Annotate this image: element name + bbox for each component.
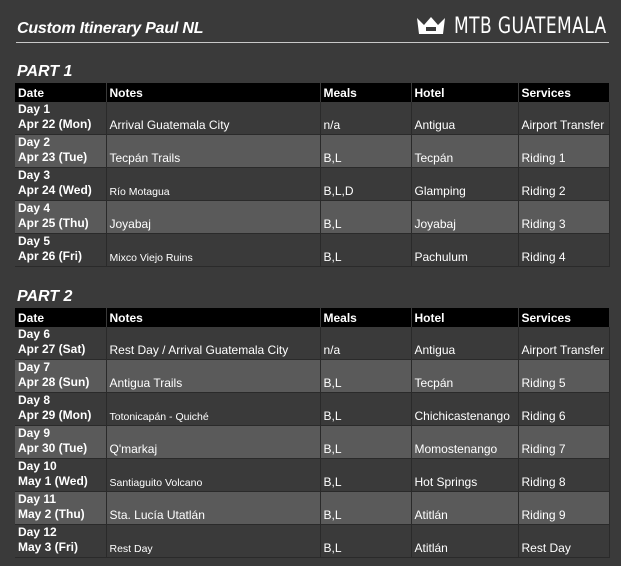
services-cell: Riding 3 <box>518 201 609 234</box>
day-label: Day 8 <box>18 393 51 407</box>
table-row <box>15 426 609 459</box>
meals-cell: B,L <box>320 525 411 558</box>
document-header <box>0 0 621 44</box>
header-divider <box>16 42 609 43</box>
meals-cell: n/a <box>320 327 411 360</box>
day-label: Day 4 <box>18 201 51 215</box>
hotel-cell: Pachulum <box>411 234 518 267</box>
date-cell <box>15 393 106 426</box>
part-2-table <box>15 308 610 558</box>
services-cell: Riding 9 <box>518 492 609 525</box>
notes-cell: Mixco Viejo Ruins <box>106 234 320 267</box>
notes-cell: Río Motagua <box>106 168 320 201</box>
services-cell: Airport Transfer <box>518 327 609 360</box>
date-label: May 2 (Thu) <box>18 507 85 521</box>
meals-cell: B,L <box>320 393 411 426</box>
column-header-hotel: Hotel <box>411 83 518 102</box>
day-label: Day 2 <box>18 135 51 149</box>
meals-cell: B,L,D <box>320 168 411 201</box>
meals-cell: B,L <box>320 201 411 234</box>
table-row <box>15 393 609 426</box>
hotel-cell: Tecpán <box>411 135 518 168</box>
day-label: Day 3 <box>18 168 51 182</box>
services-cell: Riding 6 <box>518 393 609 426</box>
notes-cell: Totonicapán - Quiché <box>106 393 320 426</box>
column-header-notes: Notes <box>106 83 320 102</box>
column-header-services: Services <box>518 308 609 327</box>
day-label: Day 9 <box>18 426 51 440</box>
table-row <box>15 525 609 558</box>
meals-cell: B,L <box>320 234 411 267</box>
meals-cell: B,L <box>320 426 411 459</box>
date-cell <box>15 234 106 267</box>
notes-cell: Arrival Guatemala City <box>106 102 320 135</box>
meals-cell: B,L <box>320 459 411 492</box>
hotel-cell: Antigua <box>411 327 518 360</box>
table-row <box>15 168 609 201</box>
table-row <box>15 135 609 168</box>
notes-cell: Santiaguito Volcano <box>106 459 320 492</box>
column-header-hotel: Hotel <box>411 308 518 327</box>
date-cell <box>15 426 106 459</box>
hotel-cell: Antigua <box>411 102 518 135</box>
day-label: Day 10 <box>18 459 57 473</box>
date-cell <box>15 135 106 168</box>
day-label: Day 12 <box>18 525 57 539</box>
hotel-cell: Atitlán <box>411 525 518 558</box>
hotel-cell: Momostenango <box>411 426 518 459</box>
column-header-meals: Meals <box>320 308 411 327</box>
services-cell: Riding 4 <box>518 234 609 267</box>
meals-cell: B,L <box>320 360 411 393</box>
services-cell: Riding 5 <box>518 360 609 393</box>
brand-logo-text: MTB GUATEMALA <box>454 13 607 39</box>
day-label: Day 7 <box>18 360 51 374</box>
date-label: Apr 25 (Thu) <box>18 216 89 230</box>
table-row <box>15 102 609 135</box>
notes-cell: Antigua Trails <box>106 360 320 393</box>
table-row <box>15 492 609 525</box>
column-header-date: Date <box>15 83 106 102</box>
services-cell: Riding 7 <box>518 426 609 459</box>
date-cell <box>15 360 106 393</box>
meals-cell: n/a <box>320 102 411 135</box>
services-cell: Airport Transfer <box>518 102 609 135</box>
day-label: Day 5 <box>18 234 51 248</box>
column-header-meals: Meals <box>320 83 411 102</box>
day-label: Day 6 <box>18 327 51 341</box>
notes-cell: Tecpán Trails <box>106 135 320 168</box>
part-2-title: PART 2 <box>17 288 73 305</box>
date-label: Apr 23 (Tue) <box>18 150 88 164</box>
day-label: Day 11 <box>18 492 57 506</box>
table-header-row <box>15 83 609 102</box>
notes-cell: Joyabaj <box>106 201 320 234</box>
meals-cell: B,L <box>320 135 411 168</box>
date-cell <box>15 459 106 492</box>
day-label: Day 1 <box>18 102 51 116</box>
column-header-date: Date <box>15 308 106 327</box>
table-row <box>15 360 609 393</box>
hotel-cell: Hot Springs <box>411 459 518 492</box>
date-label: Apr 29 (Mon) <box>18 408 92 422</box>
notes-cell: Rest Day / Arrival Guatemala City <box>106 327 320 360</box>
hotel-cell: Joyabaj <box>411 201 518 234</box>
part-1-title: PART 1 <box>17 63 73 80</box>
brand-logo <box>416 12 621 40</box>
document-title: Custom Itinerary Paul NL <box>17 20 204 37</box>
date-cell <box>15 102 106 135</box>
table-row <box>15 234 609 267</box>
date-label: May 1 (Wed) <box>18 474 88 488</box>
date-cell <box>15 201 106 234</box>
services-cell: Rest Day <box>518 525 609 558</box>
hotel-cell: Glamping <box>411 168 518 201</box>
date-cell <box>15 525 106 558</box>
table-header-row <box>15 308 609 327</box>
date-label: Apr 30 (Tue) <box>18 441 88 455</box>
table-row <box>15 459 609 492</box>
notes-cell: Rest Day <box>106 525 320 558</box>
column-header-services: Services <box>518 83 609 102</box>
hotel-cell: Chichicastenango <box>411 393 518 426</box>
date-label: Apr 28 (Sun) <box>18 375 90 389</box>
date-cell <box>15 327 106 360</box>
notes-cell: Q'markaj <box>106 426 320 459</box>
date-cell <box>15 492 106 525</box>
crown-icon <box>416 16 446 36</box>
services-cell: Riding 8 <box>518 459 609 492</box>
date-cell <box>15 168 106 201</box>
date-label: Apr 26 (Fri) <box>18 249 83 263</box>
services-cell: Riding 2 <box>518 168 609 201</box>
meals-cell: B,L <box>320 492 411 525</box>
part-1-table <box>15 83 610 267</box>
date-label: Apr 27 (Sat) <box>18 342 86 356</box>
services-cell: Riding 1 <box>518 135 609 168</box>
hotel-cell: Tecpán <box>411 360 518 393</box>
date-label: Apr 24 (Wed) <box>18 183 92 197</box>
column-header-notes: Notes <box>106 308 320 327</box>
date-label: May 3 (Fri) <box>18 540 79 554</box>
table-row <box>15 327 609 360</box>
hotel-cell: Atitlán <box>411 492 518 525</box>
table-row <box>15 201 609 234</box>
notes-cell: Sta. Lucía Utatlán <box>106 492 320 525</box>
date-label: Apr 22 (Mon) <box>18 117 92 131</box>
